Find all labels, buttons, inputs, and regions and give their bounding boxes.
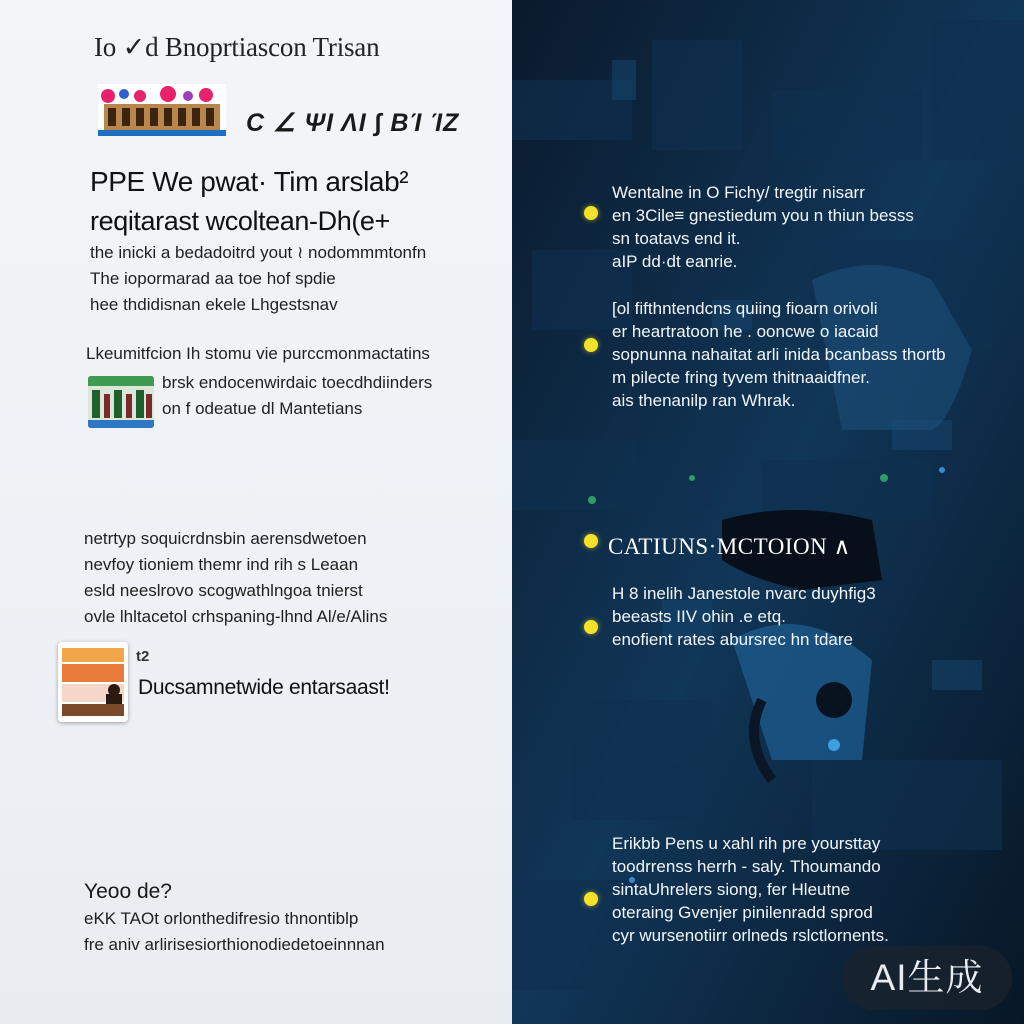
info-line: cyr wursenotiirr orlneds rslctlornents. [612, 926, 889, 945]
intro-paragraph [90, 240, 426, 318]
intro-line: The iopormarad aa toe hof spdie [90, 269, 336, 288]
headline-line-1: PPE We pwat· Tim arslab² [90, 166, 409, 197]
info-block-4 [612, 832, 889, 947]
info-block-1 [612, 181, 914, 273]
info-line: H 8 inelih Janestole nvarc duyhfig3 [612, 584, 876, 603]
info-line: ais thenanilp ran Whrak. [612, 391, 796, 410]
ai-generated-badge: AI生成 [842, 946, 1012, 1010]
footer-heading: Yeoo de? [84, 880, 172, 903]
paragraph-3-line: netrtyp soquicrdnsbin aerensdwetoen [84, 529, 367, 548]
info-line: sopnunna nahaitat arli inida bcanbass thortb [612, 345, 946, 364]
info-line: beeasts IIV ohin .e etq. [612, 607, 786, 626]
paragraph-3-line: esld neeslrovo scogwathlngoa tnierst [84, 581, 363, 600]
info-block-2 [612, 297, 946, 412]
info-line: Wentalne in O Fichy/ tregtir nisarr [612, 183, 865, 202]
bullet-dot [584, 534, 598, 548]
footer-text [84, 906, 385, 958]
bullet-dot [584, 338, 598, 352]
headline-line-2: reqitarast wcoltean-Dh(e+ [90, 206, 390, 236]
info-line: er heartratoon he . ooncwe o iacaid [612, 322, 879, 341]
section-2-thumbnail [88, 376, 154, 428]
info-line: en 3Cile≡ gnestiedum you n thiun besss [612, 206, 914, 225]
paragraph-3-line: nevfoy tioniem themr ind rih s Leaan [84, 555, 359, 574]
intro-line: the inicki a bedadoitrd yout ≀ nodommmtonfn [90, 243, 427, 262]
info-line: aIP dd·dt eanrie. [612, 252, 738, 271]
section-2-line: brsk endocenwirdaic toecdhdiinders [162, 373, 433, 392]
section-heading: CATIUNS·MCTOION ∧ [608, 534, 851, 559]
info-line: sn toatavs end it. [612, 229, 741, 248]
page-title: Io ✓d Bnoprtiascon Trisan [94, 32, 380, 62]
bullet-dot [584, 206, 598, 220]
footer-line: fre aniv arlirisesiorthionodiedetoeinnnan [84, 935, 385, 954]
footer-line: eKK TAOt orlonthedifresio thnontiblp [84, 909, 359, 928]
info-line: [ol fifthntendcns quiing fioarn orivoli [612, 299, 878, 318]
logo-wordmark: C ∠ ΨΙ ΛΙ ∫ ΒΊ ΊΖ [246, 109, 460, 137]
info-line: Erikbb Pens u xahl rih pre yoursttay [612, 834, 881, 853]
section-2-heading: Lkeumitfcion Ih stomu vie purccmonmactatins [86, 344, 430, 363]
info-line: toodrrenss herrh - saly. Thoumando [612, 857, 881, 876]
section-2-line: on f odeatue dl Mantetians [162, 399, 363, 418]
bullet-dot [584, 620, 598, 634]
intro-line: hee thdidisnan ekele Lhgestsnav [90, 295, 338, 314]
photo-card[interactable] [58, 642, 128, 722]
paragraph-3-line: ovle lhltacetol crhspaning-lhnd Al/e/Alins [84, 607, 388, 626]
info-line: enofient rates abursrec hn tdare [612, 630, 853, 649]
bullet-dot [584, 892, 598, 906]
paragraph-3 [84, 526, 387, 630]
section-2-text [162, 370, 432, 422]
card-caption: Ducsamnetwide entarsaast! [138, 676, 390, 699]
info-block-3 [612, 582, 876, 651]
right-panel [512, 0, 1024, 1024]
info-line: sintaUhrelers siong, fer Hleutne [612, 880, 851, 899]
info-line: m pilecte fring tyvem thitnaaidfner. [612, 368, 870, 387]
info-line: oteraing Gvenjer pinilenradd sprod [612, 903, 873, 922]
brand-logo [98, 84, 226, 136]
card-label: t2 [136, 648, 150, 665]
